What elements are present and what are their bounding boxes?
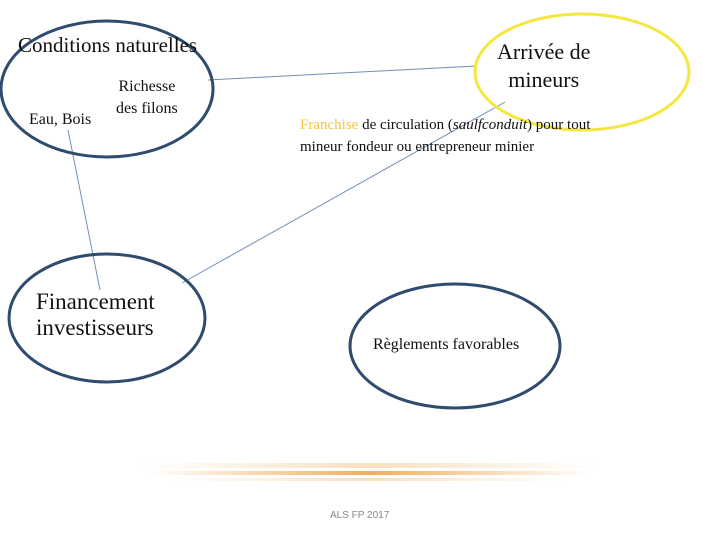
arrivee-line-2: mineurs <box>508 66 580 92</box>
connector-conditions-arrivee <box>208 66 476 80</box>
richesse-line-2: des filons <box>116 99 178 117</box>
financement-label <box>36 289 155 342</box>
franchise-highlight: Franchise <box>300 117 359 133</box>
arrivee-mineurs-label <box>497 38 590 93</box>
footer-text: ALS FP 2017 <box>330 510 390 521</box>
eau-bois-label: Eau, Bois <box>29 111 92 128</box>
franchise-part-2: ) pour tout mineur fondeur ou entrepreneur minier <box>300 117 591 155</box>
financement-line-1: Financement <box>36 289 155 314</box>
richesse-line-1: Richesse <box>118 78 176 95</box>
reglements-label: Règlements favorables <box>373 336 520 353</box>
footer-glow <box>140 463 600 481</box>
franchise-part-1: de circulation ( <box>358 117 453 133</box>
franchise-italic: saulfconduit <box>452 117 528 133</box>
richesse-filons-label <box>116 76 178 119</box>
conditions-naturelles-label: Conditions naturelles <box>18 33 198 57</box>
franchise-text <box>300 115 630 159</box>
financement-line-2: investisseurs <box>36 315 154 341</box>
arrivee-line-1: Arrivée de <box>497 39 591 64</box>
